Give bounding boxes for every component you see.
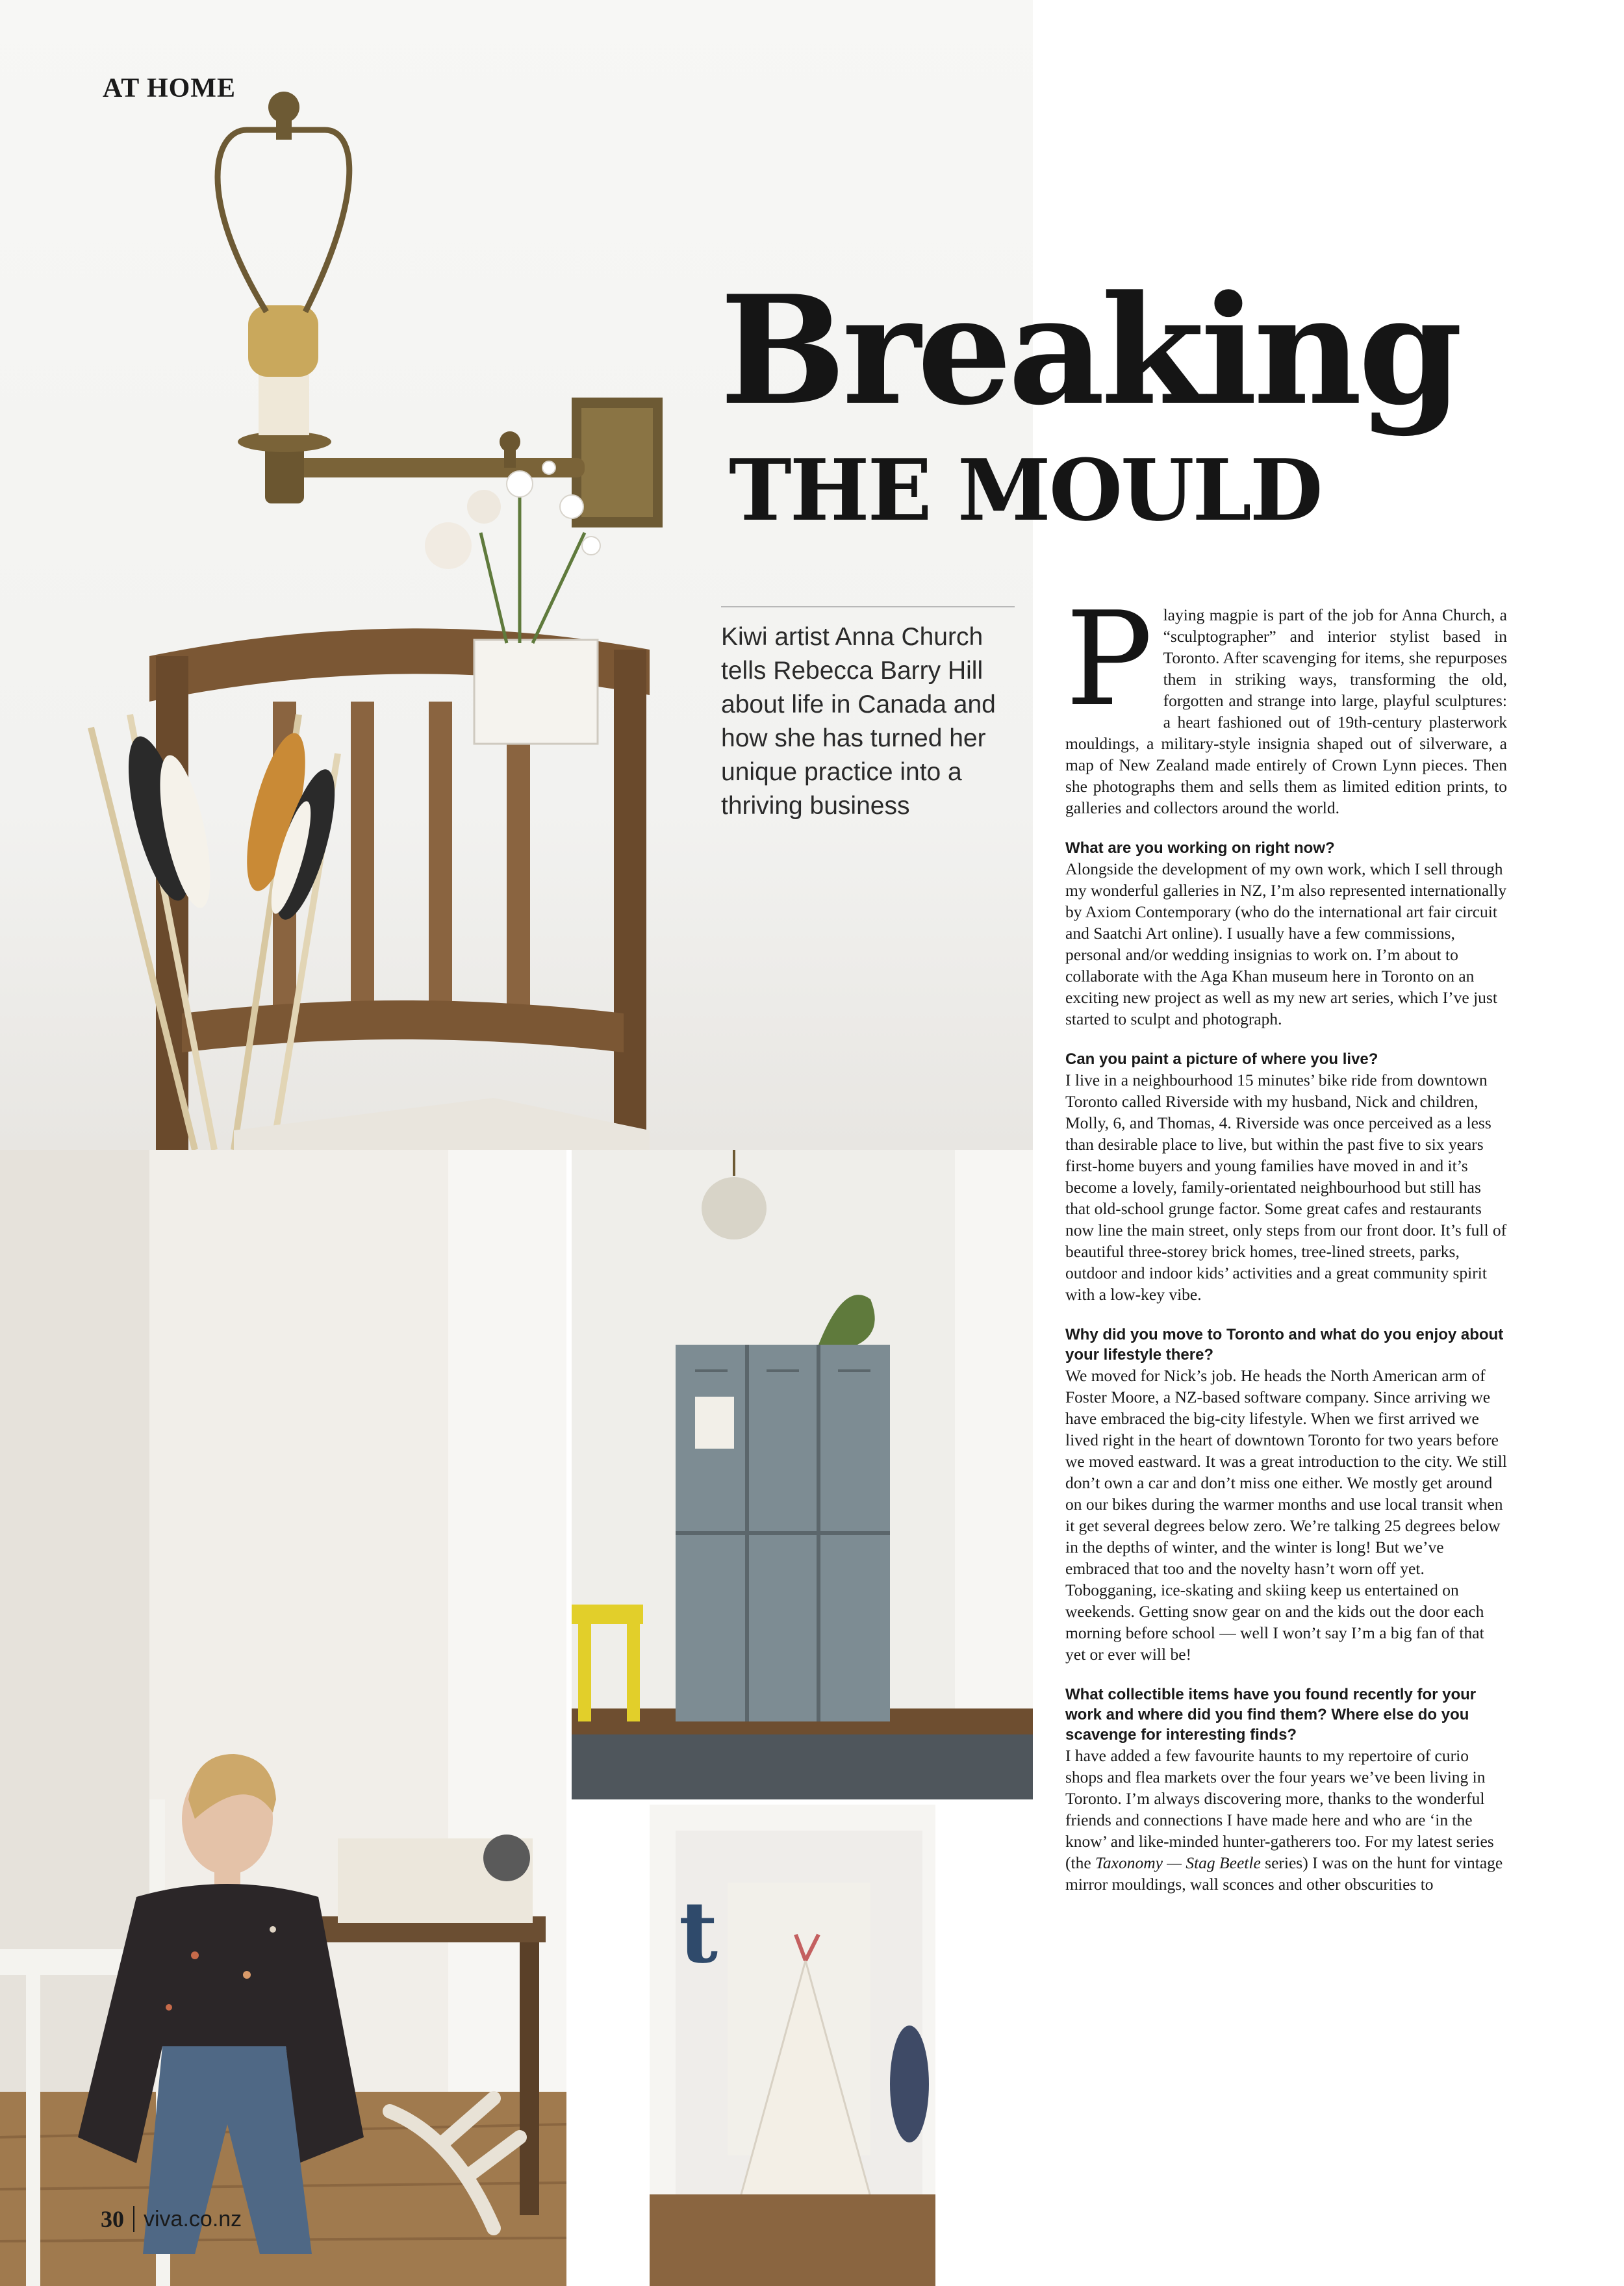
lead-text: laying magpie is part of the job for Anna Church, a “sculptographer” and interior stylist based in Toronto. After scavenging for items, she repurposes them in striking ways, transforming the old, forgotten and strange into large, playful sculptures: a heart fashioned out of 19th-century plasterwork mouldings, a military-style insignia shaped out of silverware, a map of New Zealand made entirely of Crown Lynn pieces. Then she photographs them and sells them as limited edition prints, to galleries and collectors around the world. xyxy=(1065,605,1507,817)
headline-main: Breaking xyxy=(720,263,1459,438)
lead-paragraph xyxy=(1065,584,1507,819)
footer-divider xyxy=(133,2206,134,2232)
question: Can you paint a picture of where you live? xyxy=(1065,1050,1378,1068)
page-number: 30 xyxy=(101,2206,124,2232)
arrows-bundle xyxy=(91,715,347,1150)
question: Why did you move to Toronto and what do you enjoy about your lifestyle there? xyxy=(1065,1326,1504,1364)
intro-standfirst: Kiwi artist Anna Church tells Rebecca Barry Hill about life in Canada and how she has turned her unique practice into a thriving business xyxy=(721,623,996,820)
answer: I live in a neighbourhood 15 minutes’ bike ride from downtown Toronto called Riverside with my husband, Nick and children, Molly, 6, and Thomas, 4. Riverside was once perceived as a less than desirable place to live, but within the past five to six years first-home buyers and young families have moved in and it’s become a lovely, family-orientated neighbourhood but still has that old-school grunge factor. Some great cafes and restaurants now line the main street, only steps from our front door. It’s full of beautiful three-storey brick homes, tree-lined streets, parks, outdoor and indoor kids’ activities and a great community spirit with a low-key vibe. xyxy=(1065,1071,1507,1304)
answer-text: I have added a few favourite haunts to my repertoire of curio shops and flea markets over the four years we’ve been living in Toronto. I’m always discovering more, thanks to the wonderful friends and connections I have made here and who are ‘in the know’ and like-minded hunter-gatherers too. For my latest series (the xyxy=(1065,1746,1494,1872)
locker-photo xyxy=(572,1150,1033,1799)
answer-text: series) I was on the hunt for vintage mirror mouldings, wall sconces and other obscurities to xyxy=(1065,1853,1503,1894)
dropcap: P xyxy=(1065,584,1153,735)
series-title: Taxonomy — Stag Beetle xyxy=(1095,1853,1261,1872)
sconce-arm xyxy=(286,458,585,477)
wall-letter: t xyxy=(679,1883,718,1982)
answer: Alongside the development of my own work, which I sell through my wonderful galleries in NZ, I’m also represented internationally by Axiom Contemporary (who do the international art fair circuit and Saatchi Art online). I usually have a few commissions, personal and/or wedding insignias to work on. I’m about to collaborate with the Aga Khan museum here in Toronto on an exciting new project as well as my new art series, which I’ve just started to sculpt and photograph. xyxy=(1065,859,1507,1028)
question: What are you working on right now? xyxy=(1065,839,1335,857)
answer: We moved for Nick’s job. He heads the North American arm of Foster Moore, a NZ-based software company. Since arriving we have embraced the big-city lifestyle. When we first arrived we lived right in the heart of downtown Toronto for two years before we moved eastward. It was a great introduction to the city. We still don’t own a car and don’t miss one either. We mostly get around on our bikes during the warmer months and use local transit when it get several degrees below zero. We’re talking 25 degrees below in the depths of winter, and the winter is long! But we’ve embraced that too and the novelty hasn’t worn off yet. Tobogganing, ice-skating and skiing keep us entertained on weekends. Getting snow gear on and the kids out the door each morning before school — well I won’t say I’m a big fan of that yet or ever will be! xyxy=(1065,1366,1507,1664)
portrait-photo xyxy=(0,1150,566,2286)
intro-divider xyxy=(721,606,1015,607)
page-footer xyxy=(101,2205,242,2233)
site-name: viva.co.nz xyxy=(144,2206,242,2231)
answer xyxy=(1065,1745,1507,1895)
article-body xyxy=(1065,584,1507,1895)
hallway-photo xyxy=(572,1805,1033,2286)
yellow-chair xyxy=(572,1605,643,1624)
hero-photo xyxy=(0,0,1033,1150)
section-label: AT HOME xyxy=(103,73,236,103)
question: What collectible items have you found recently for your work and where did you find them? Where else do you scavenge for interesting finds? xyxy=(1065,1686,1477,1744)
headline-sub: THE MOULD xyxy=(729,440,1321,540)
